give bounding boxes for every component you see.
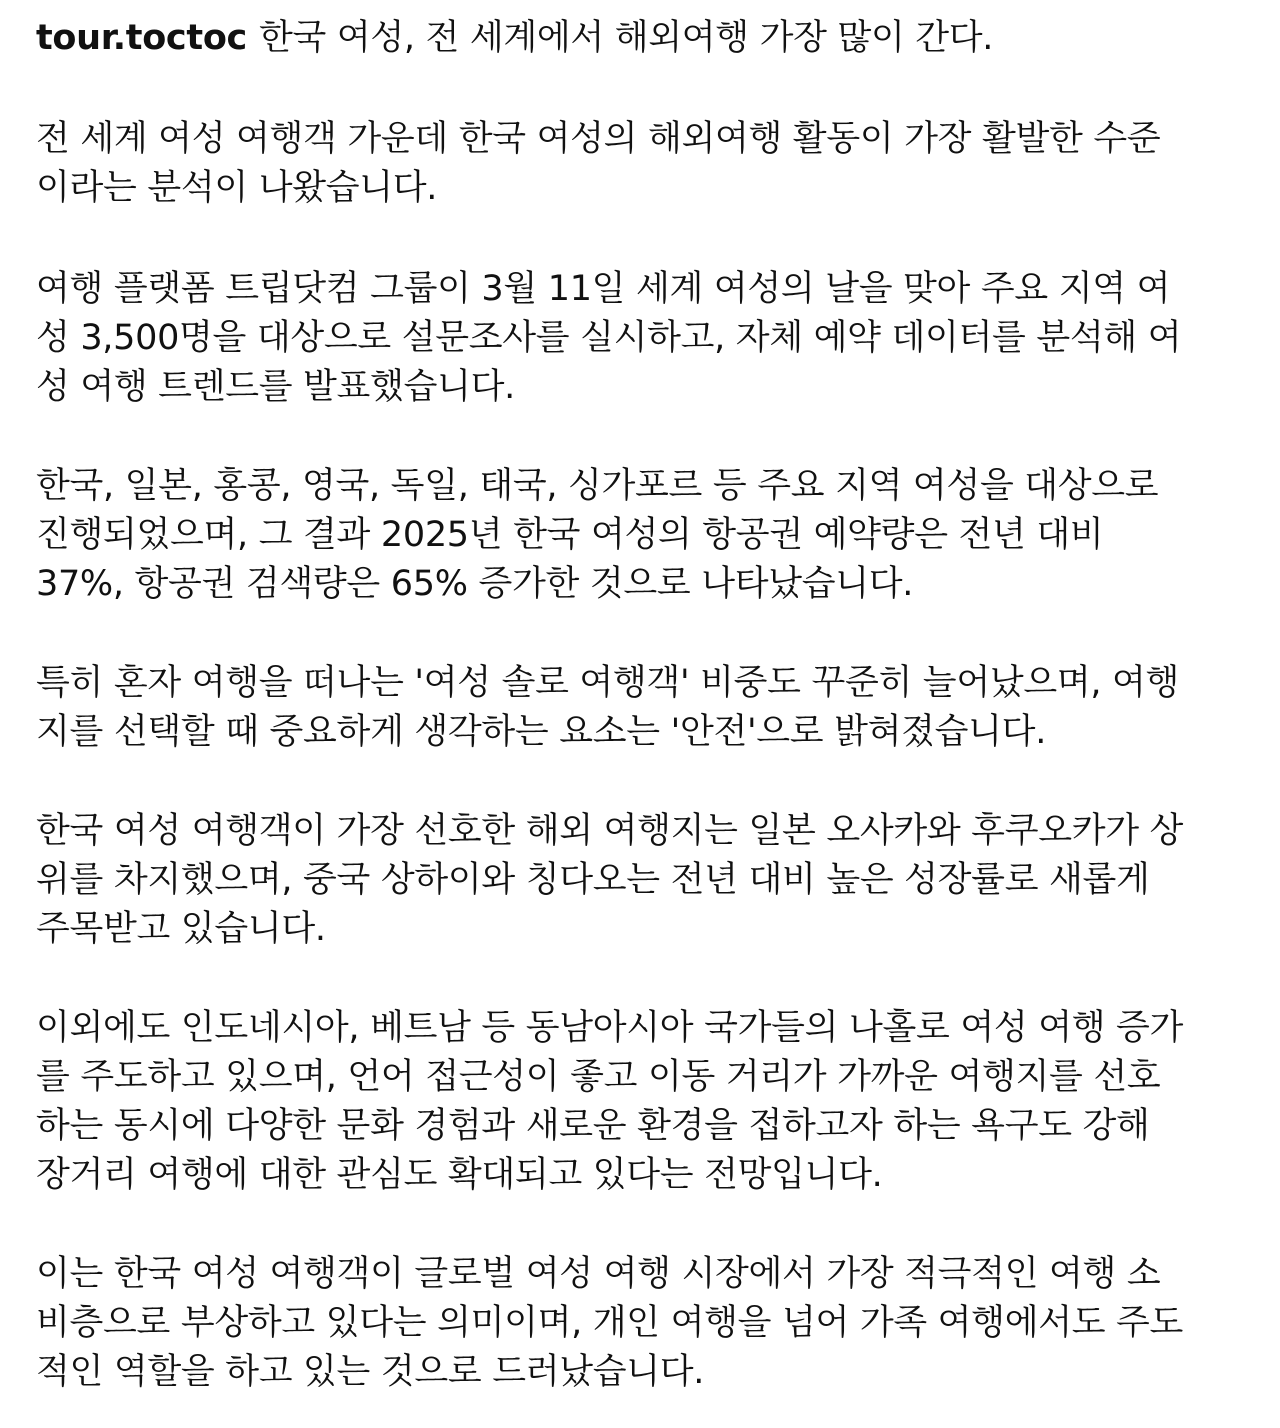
headline-text: 한국 여성, 전 세계에서 해외여행 가장 많이 간다. xyxy=(259,18,994,58)
paragraph-line: 장거리 여행에 대한 관심도 확대되고 있다는 전망입니다. xyxy=(36,1155,883,1195)
paragraph-line: 이는 한국 여성 여행객이 글로벌 여성 여행 시장에서 가장 적극적인 여행 소 xyxy=(36,1254,1161,1294)
caption-headline xyxy=(36,14,1244,63)
paragraph-line: 이라는 분석이 나왔습니다. xyxy=(36,168,438,208)
paragraph-line: 하는 동시에 다양한 문화 경험과 새로운 환경을 접하고자 하는 욕구도 강해 xyxy=(36,1106,1150,1146)
paragraph-line: 주목받고 있습니다. xyxy=(36,909,326,949)
paragraph-line: 위를 차지했으며, 중국 상하이와 칭다오는 전년 대비 높은 성장률로 새롭게 xyxy=(36,860,1150,900)
caption-paragraph xyxy=(36,462,1244,609)
caption-paragraph xyxy=(36,659,1244,757)
caption-paragraph xyxy=(36,1004,1244,1200)
paragraph-line: 특히 혼자 여행을 떠나는 '여성 솔로 여행객' 비중도 꾸준히 늘어났으며, 여행 xyxy=(36,663,1180,703)
paragraph-line: 적인 역할을 하고 있는 것으로 드러났습니다. xyxy=(36,1352,705,1392)
username-link[interactable]: tour.toctoc xyxy=(36,18,248,58)
caption-paragraph xyxy=(36,115,1244,213)
caption-paragraph xyxy=(36,265,1244,412)
paragraph-line: 한국 여성 여행객이 가장 선호한 해외 여행지는 일본 오사카와 후쿠오카가 상 xyxy=(36,811,1184,851)
paragraph-line: 지를 선택할 때 중요하게 생각하는 요소는 '안전'으로 밝혀졌습니다. xyxy=(36,712,1047,752)
paragraph-line: 성 여행 트렌드를 발표했습니다. xyxy=(36,367,515,407)
paragraph-line: 를 주도하고 있으며, 언어 접근성이 좋고 이동 거리가 가까운 여행지를 선호 xyxy=(36,1057,1161,1097)
caption-body xyxy=(36,115,1244,1397)
paragraph-line: 성 3,500명을 대상으로 설문조사를 실시하고, 자체 예약 데이터를 분석해 여 xyxy=(36,318,1182,358)
paragraph-line: 여행 플랫폼 트립닷컴 그룹이 3월 11일 세계 여성의 날을 맞아 주요 지역 여 xyxy=(36,269,1171,309)
caption-paragraph xyxy=(36,1250,1244,1397)
paragraph-line: 전 세계 여성 여행객 가운데 한국 여성의 해외여행 활동이 가장 활발한 수준 xyxy=(36,119,1161,159)
paragraph-line: 37%, 항공권 검색량은 65% 증가한 것으로 나타났습니다. xyxy=(36,564,914,604)
paragraph-line: 진행되었으며, 그 결과 2025년 한국 여성의 항공권 예약량은 전년 대비 xyxy=(36,515,1104,555)
paragraph-line: 비층으로 부상하고 있다는 의미이며, 개인 여행을 넘어 가족 여행에서도 주도 xyxy=(36,1303,1184,1343)
paragraph-line: 이외에도 인도네시아, 베트남 등 동남아시아 국가들의 나홀로 여성 여행 증가 xyxy=(36,1008,1184,1048)
paragraph-line: 한국, 일본, 홍콩, 영국, 독일, 태국, 싱가포르 등 주요 지역 여성을 대상으로 xyxy=(36,466,1159,506)
caption-paragraph xyxy=(36,807,1244,954)
